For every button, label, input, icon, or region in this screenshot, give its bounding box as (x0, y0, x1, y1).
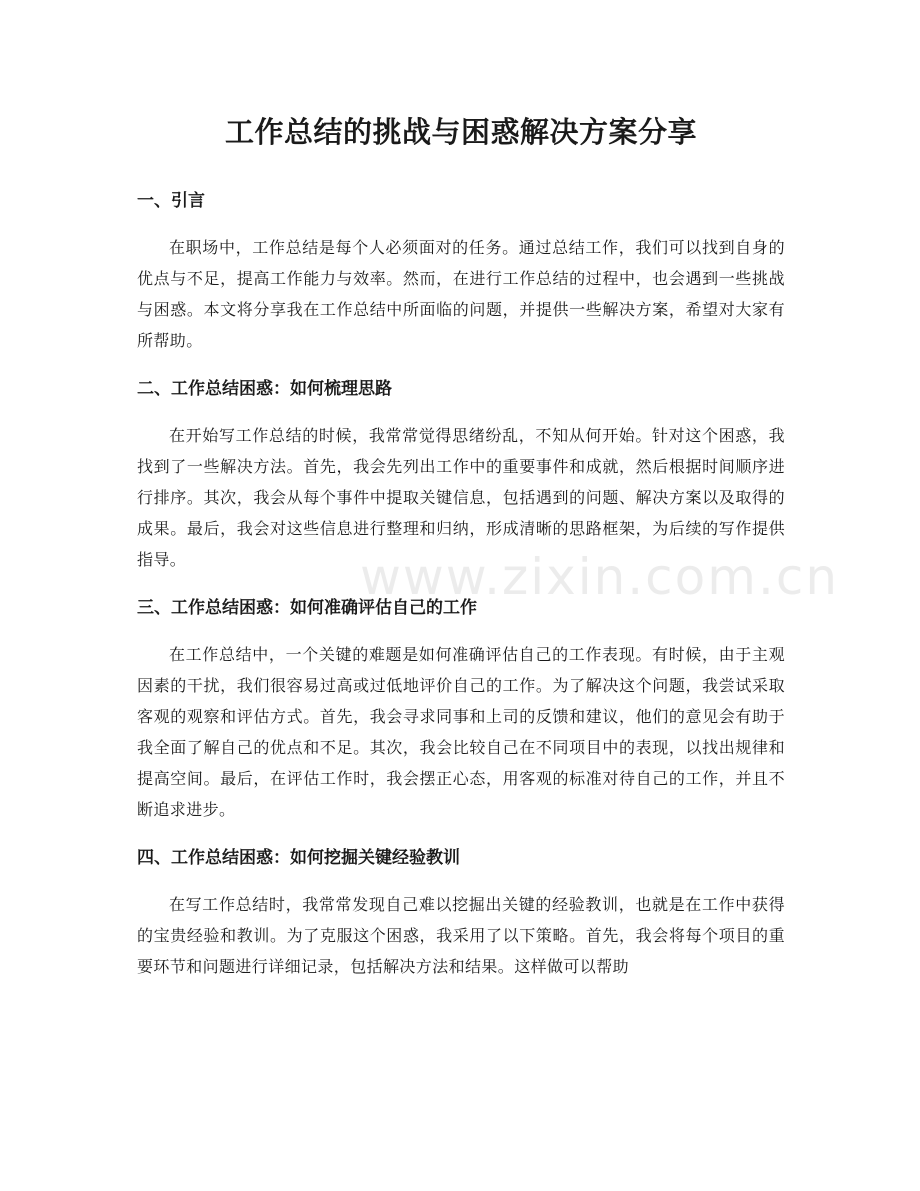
watermark: www.zixin.com.cn (360, 548, 840, 606)
section-body-intro: 在职场中，工作总结是每个人必须面对的任务。通过总结工作，我们可以找到自身的优点与不足，提高工作能力与效率。然而，在进行工作总结的过程中，也会遇到一些挑战与困惑。本文将分享我在工作总结中所面临的问题，并提供一些解决方案，希望对大家有所帮助。 (137, 238, 785, 350)
section-heading-organize-thoughts: 二、工作总结困惑：如何梳理思路 (137, 379, 392, 399)
section-body-lessons: 在写工作总结时，我常常发现自己难以挖掘出关键的经验教训，也就是在工作中获得的宝贵经验和教训。为了克服这个困惑，我采用了以下策略。首先，我会将每个项目的重要环节和问题进行详细记录，包括解决方法和结果。这样做可以帮助 (137, 895, 785, 976)
document-title: 工作总结的挑战与困惑解决方案分享 (224, 115, 697, 149)
section-heading-self-evaluation: 三、工作总结困惑：如何准确评估自己的工作 (137, 598, 477, 618)
section-heading-intro: 一、引言 (137, 191, 205, 211)
section-heading-lessons: 四、工作总结困惑：如何挖掘关键经验教训 (137, 848, 460, 868)
section-body-organize-thoughts: 在开始写工作总结的时候，我常常觉得思绪纷乱，不知从何开始。针对这个困惑，我找到了一些解决方法。首先，我会先列出工作中的重要事件和成就，然后根据时间顺序进行排序。其次，我会从每个事件中提取关键信息，包括遇到的问题、解决方案以及取得的成果。最后，我会对这些信息进行整理和归纳，形成清晰的思路框架，为后续的写作提供指导。 (137, 426, 785, 569)
section-body-self-evaluation: 在工作总结中，一个关键的难题是如何准确评估自己的工作表现。有时候，由于主观因素的干扰，我们很容易过高或过低地评价自己的工作。为了解决这个问题，我尝试采取客观的观察和评估方式。首先，我会寻求同事和上司的反馈和建议，他们的意见会有助于我全面了解自己的优点和不足。其次，我会比较自己在不同项目中的表现，以找出规律和提高空间。最后，在评估工作时，我会摆正心态，用客观的标准对待自己的工作，并且不断追求进步。 (137, 645, 785, 819)
